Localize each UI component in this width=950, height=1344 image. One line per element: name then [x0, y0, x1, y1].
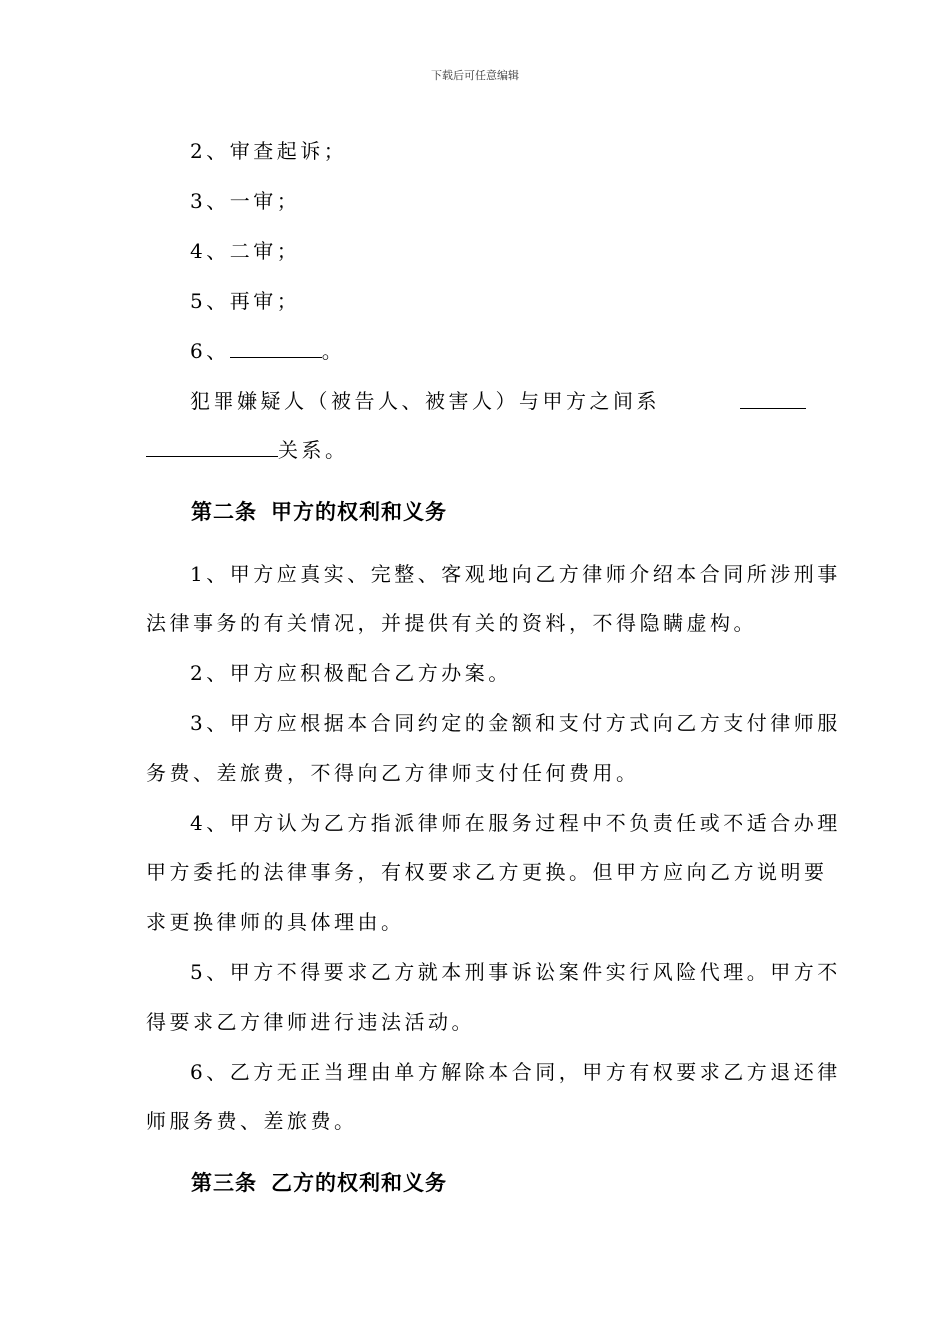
article-2-title: 甲方的权利和义务: [271, 500, 447, 524]
list-item-second-instance: 4、二审；: [190, 239, 301, 263]
article-3-title: 乙方的权利和义务: [271, 1171, 447, 1195]
relation-blank-end: [740, 408, 806, 409]
list-item-6-prefix: 6、: [190, 339, 230, 363]
article-2-para-1-line-2: 法律事务的有关情况，并提供有关的资料，不得隐瞒虚构。: [146, 611, 757, 635]
article-3-heading: [191, 1171, 447, 1195]
article-2-para-6-line-2: 师服务费、差旅费。: [146, 1109, 358, 1133]
article-2-para-5-line-2: 得要求乙方律师进行违法活动。: [146, 1010, 475, 1034]
page-header-note: 下载后可任意编辑: [431, 69, 519, 82]
article-2-para-4-line-2: 甲方委托的法律事务，有权要求乙方更换。但甲方应向乙方说明要: [146, 860, 828, 884]
article-2-para-6-line-1: 6、乙方无正当理由单方解除本合同，甲方有权要求乙方退还律: [190, 1060, 841, 1084]
article-2-para-2-line-1: 2、甲方应积极配合乙方办案。: [190, 661, 512, 685]
article-3-number: 第三条: [191, 1171, 257, 1195]
relation-blank-start: [146, 438, 278, 457]
relation-line-2: [146, 438, 806, 462]
fill-in-blank: [230, 339, 322, 358]
relation-line-1: 犯罪嫌疑人（被告人、被害人）与甲方之间系: [190, 389, 660, 413]
article-2-para-3-line-1: 3、甲方应根据本合同约定的金额和支付方式向乙方支付律师服: [190, 711, 841, 735]
article-2-para-4-line-3: 求更换律师的具体理由。: [146, 910, 405, 934]
list-item-first-instance: 3、一审；: [190, 189, 301, 213]
article-2-para-4-line-1: 4、甲方认为乙方指派律师在服务过程中不负责任或不适合办理: [190, 811, 841, 835]
list-item-review-prosecution: 2、审查起诉；: [190, 139, 348, 163]
article-2-para-3-line-2: 务费、差旅费，不得向乙方律师支付任何费用。: [146, 761, 640, 785]
relation-suffix: 关系。: [278, 438, 349, 462]
article-2-number: 第二条: [191, 500, 257, 524]
article-2-para-1-line-1: 1、甲方应真实、完整、客观地向乙方律师介绍本合同所涉刑事: [190, 562, 841, 586]
list-item-6-suffix: 。: [321, 339, 346, 363]
list-item-retrial: 5、再审；: [190, 289, 301, 313]
article-2-para-5-line-1: 5、甲方不得要求乙方就本刑事诉讼案件实行风险代理。甲方不: [190, 960, 841, 984]
article-2-heading: [191, 500, 447, 524]
list-item-6: [146, 339, 850, 363]
